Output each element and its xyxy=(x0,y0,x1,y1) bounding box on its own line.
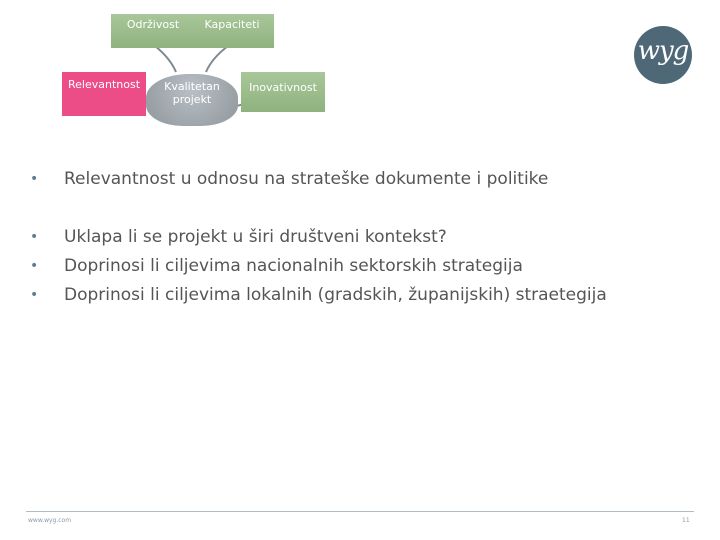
arrow-capacities-to-quality xyxy=(206,46,228,72)
bullet-text: Uklapa li se projekt u širi društveni kontekst? xyxy=(64,227,447,247)
arrow-sustainability-to-quality xyxy=(155,46,176,72)
bullet-text: Doprinosi li ciljevima nacionalnih sektorskih strategija xyxy=(64,256,523,276)
box-capacities xyxy=(190,14,274,48)
bullet-text: Doprinosi li ciljevima lokalnih (gradskih, županijskih) straetegija xyxy=(64,285,607,305)
box-innovativeness xyxy=(241,72,325,112)
wyg-logo-text: wyg xyxy=(637,36,689,66)
box-sustainability-label: Održivost xyxy=(126,18,180,31)
footer-url: www.wyg.com xyxy=(28,517,72,524)
footer-divider xyxy=(26,511,694,512)
list-item xyxy=(30,252,607,281)
bullet-dot: • xyxy=(30,287,39,303)
list-item xyxy=(30,223,607,252)
box-quality-line1: Kvalitetan xyxy=(164,80,220,93)
list-item xyxy=(30,165,548,194)
bullet-list-main xyxy=(30,165,548,194)
wyg-logo-icon xyxy=(634,26,692,84)
list-item xyxy=(30,281,607,310)
box-capacities-label: Kapaciteti xyxy=(204,18,260,31)
box-relevance-label: Relevantnost xyxy=(67,78,141,91)
box-innovativeness-label: Inovativnost xyxy=(249,81,317,94)
bullet-dot: • xyxy=(30,229,39,245)
bullet-list-details xyxy=(30,223,607,310)
box-relevance xyxy=(62,72,146,116)
page-number: 11 xyxy=(682,517,690,524)
bullet-dot: • xyxy=(30,171,39,187)
bullet-dot: • xyxy=(30,258,39,274)
bullet-text: Relevantnost u odnosu na strateške dokumente i politike xyxy=(64,169,549,189)
box-quality-line2: projekt xyxy=(172,93,212,106)
box-sustainability xyxy=(111,14,195,48)
box-quality-project xyxy=(146,74,238,126)
